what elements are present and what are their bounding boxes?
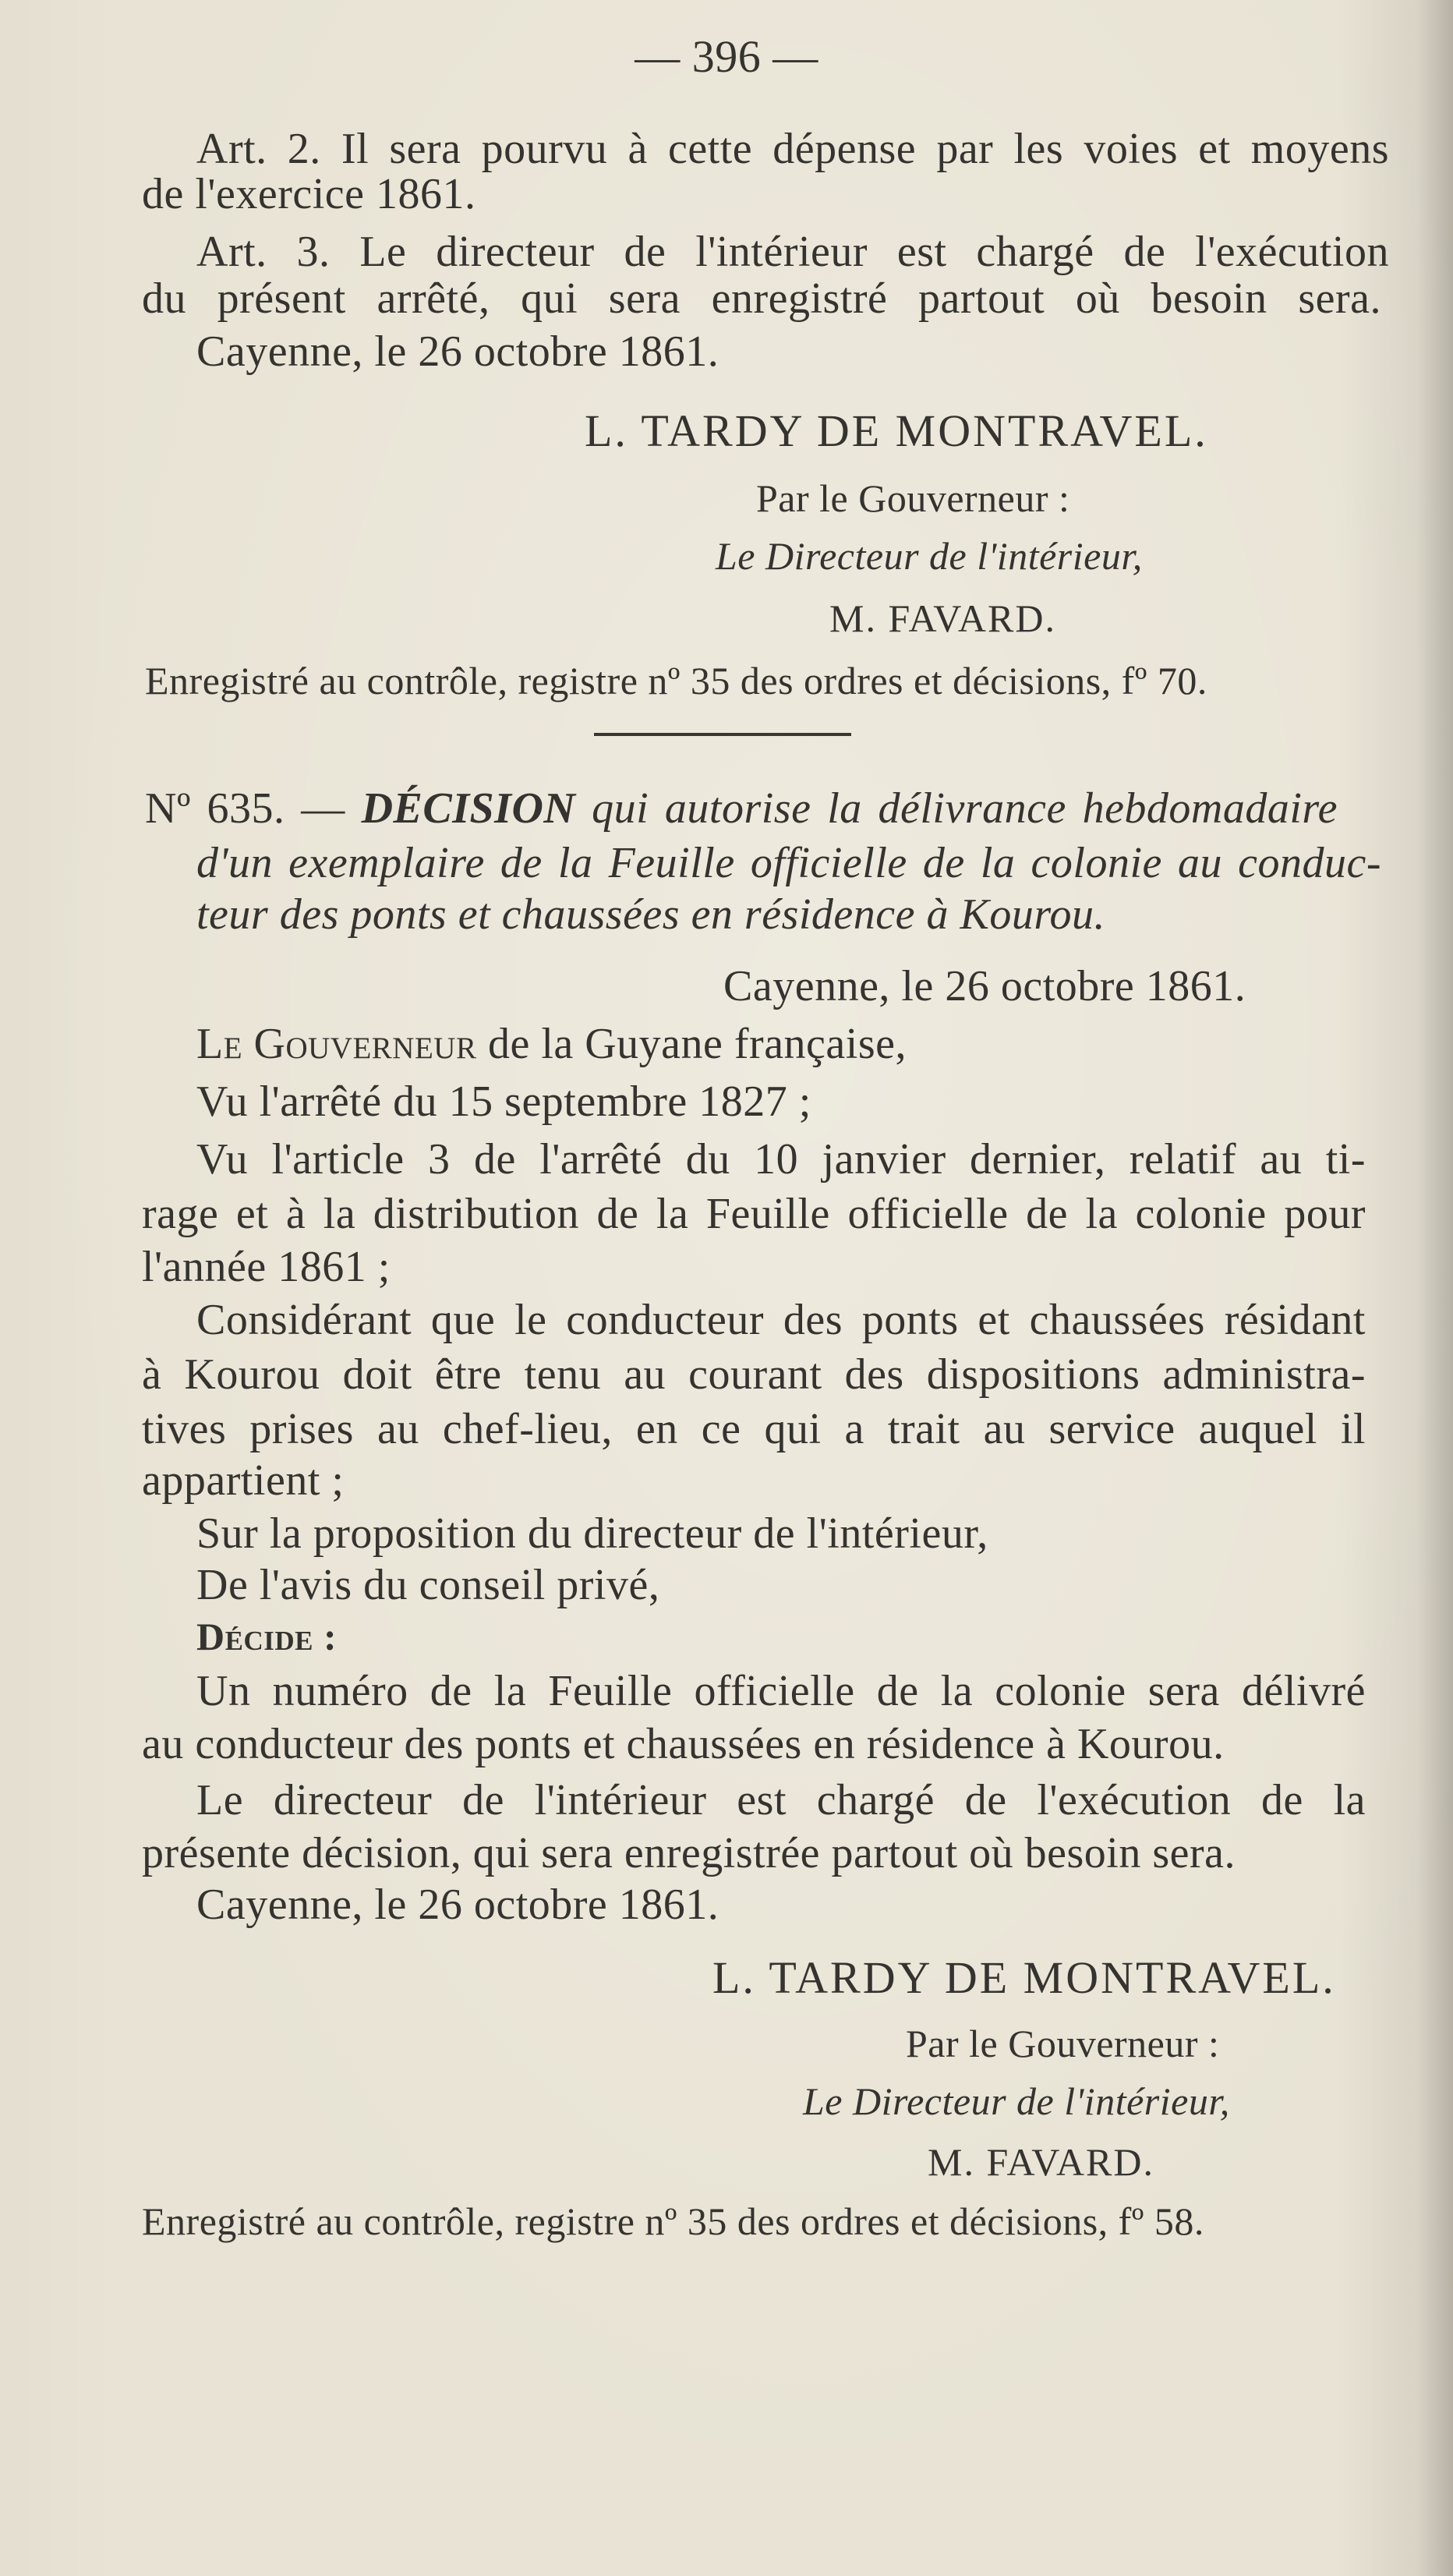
le-gouverneur: Le Gouverneur — [196, 1020, 477, 1068]
charge-line1: Le directeur de l'intérieur est chargé de l'exécution de la — [196, 1776, 1366, 1824]
decision-heading-line2: d'un exemplaire de la Feuille officielle de la colonie au conduc- — [196, 839, 1381, 887]
first-par-le-gouverneur: Par le Gouverneur : — [756, 476, 1070, 520]
first-directeur-title: Le Directeur de l'intérieur, — [716, 534, 1143, 578]
le-gouverneur-rest: de la Guyane française, — [487, 1020, 907, 1068]
numero-line1: Un numéro de la Feuille officielle de la colonie sera délivré — [196, 1667, 1366, 1715]
art2-line1: Art. 2. Il sera pourvu à cette dépense par les voies et moyens — [196, 125, 1389, 173]
art3-line1: Art. 3. Le directeur de l'intérieur est chargé de l'exécution — [196, 228, 1389, 276]
avis-line: De l'avis du conseil privé, — [196, 1561, 660, 1609]
decision-keyword: DÉCISION — [361, 784, 576, 833]
decision-par-le-gouverneur: Par le Gouverneur : — [906, 2022, 1220, 2065]
vu2-line2: rage et à la distribution de la Feuille officielle de la colonie pour — [142, 1190, 1366, 1238]
vu2-line3: l'année 1861 ; — [142, 1243, 391, 1291]
considerant-line4: appartient ; — [142, 1456, 345, 1505]
first-date-line: Cayenne, le 26 octobre 1861. — [196, 327, 719, 376]
decision-date-line: Cayenne, le 26 octobre 1861. — [196, 1881, 719, 1929]
decision-heading-line3: teur des ponts et chaussées en résidence à Kourou. — [196, 890, 1106, 939]
first-registration: Enregistré au contrôle, registre nº 35 des ordres et décisions, fº 70. — [145, 659, 1207, 702]
art3-line2: du présent arrêté, qui sera enregistré partout où besoin sera. — [142, 274, 1381, 323]
first-directeur-name: M. FAVARD. — [829, 596, 1056, 640]
considerant-line1: Considérant que le conducteur des ponts et chaussées résidant — [196, 1296, 1366, 1344]
page-number: — 396 — — [635, 31, 818, 82]
page-edge-shadow — [1417, 0, 1453, 2576]
decision-signatory: L. TARDY DE MONTRAVEL. — [712, 1952, 1336, 2003]
decision-number: Nº 635. — — [145, 784, 345, 833]
vu2-line1: Vu l'article 3 de l'arrêté du 10 janvier dernier, relatif au ti- — [196, 1135, 1366, 1184]
proposition-line: Sur la proposition du directeur de l'intérieur, — [196, 1509, 988, 1558]
section-divider-rule — [594, 733, 851, 736]
considerant-line3: tives prises au chef-lieu, en ce qui a trait au service auquel il — [142, 1405, 1366, 1453]
decision-heading-line1 — [145, 783, 1338, 834]
decide-line: Décide : — [196, 1615, 338, 1658]
charge-line2: présente décision, qui sera enregistrée partout où besoin sera. — [142, 1829, 1236, 1877]
decision-registration: Enregistré au contrôle, registre nº 35 des ordres et décisions, fº 58. — [142, 2199, 1204, 2243]
first-signatory: L. TARDY DE MONTRAVEL. — [585, 405, 1208, 456]
decision-directeur-title: Le Directeur de l'intérieur, — [803, 2079, 1230, 2123]
vu-line1: Vu l'arrêté du 15 septembre 1827 ; — [196, 1077, 811, 1126]
considerant-line2: à Kourou doit être tenu au courant des dispositions administra- — [142, 1350, 1366, 1399]
decision-dateline: Cayenne, le 26 octobre 1861. — [723, 962, 1246, 1010]
le-gouverneur-line — [196, 1018, 907, 1070]
art2-line2: de l'exercice 1861. — [142, 170, 476, 218]
numero-line2: au conducteur des ponts et chaussées en résidence à Kourou. — [142, 1720, 1225, 1768]
decision-heading-rest: qui autorise la délivrance hebdomadaire — [592, 784, 1338, 833]
decision-directeur-name: M. FAVARD. — [928, 2140, 1154, 2184]
